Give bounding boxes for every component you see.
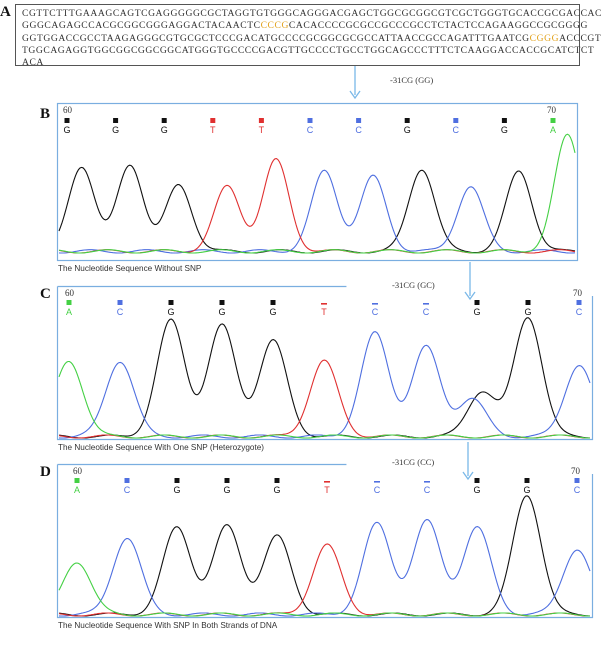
trace-g [59,165,575,253]
base-call-mark [356,118,361,123]
base-call-mark [475,478,480,483]
chromatogram-c [57,286,593,440]
trace-g [59,318,590,438]
base-call-mark [169,300,174,305]
base-call-mark [575,478,580,483]
snp-label-c: -31CG (GC) [392,280,435,290]
base-call-letter: G [500,125,508,135]
trace-c [59,520,590,616]
caption-c: The Nucleotide Sequence With One SNP (Heterozygote) [58,443,265,452]
panel-letter-a: A [0,4,11,20]
base-call-letter: G [524,307,532,317]
base-call-mark [453,118,458,123]
tick-label-start: 60 [73,466,82,476]
tick-label-end: 70 [573,288,582,298]
base-call-mark [424,481,430,483]
base-call-mark [502,118,507,123]
base-call-mark [67,300,72,305]
base-call-letter: C [371,307,379,317]
base-call-letter: A [549,125,557,135]
base-call-letter: C [452,125,460,135]
base-call-mark [210,118,215,123]
arrow-a-to-b [345,66,365,100]
sequence-line-1: CGTTCTTTGAAAGCAGTCGAGGGGGCGCTAGGTGTGGGCAGGGACGAGCTGGCGCGGCGTCGCTGGGTGCACCGCGACCAC [22,8,602,19]
base-call-mark [225,478,230,483]
base-call-letter: G [112,125,120,135]
base-call-letter: G [473,485,481,495]
sequence-line-2a: GGGCAGAGCCACGCGGCGGGAGGACTACAACTC [22,20,261,32]
base-call-mark [175,478,180,483]
base-call-mark [118,300,123,305]
base-call-mark [308,118,313,123]
base-call-letter: C [423,485,431,495]
base-call-letter: G [403,125,411,135]
base-call-letter: T [321,307,327,317]
trace-c [59,332,590,438]
base-call-mark [321,303,327,305]
base-call-letter: T [324,485,330,495]
base-call-mark [65,118,70,123]
base-call-mark [113,118,118,123]
chromatogram-b [57,103,578,261]
base-call-mark [423,303,429,305]
sequence-highlight-1: CCCG [260,20,289,32]
tick-label-start: 60 [65,288,74,298]
base-call-mark [577,300,582,305]
panel-letter-b: B [40,106,51,122]
base-call-mark [405,118,410,123]
base-call-letter: G [523,485,531,495]
trace-g [59,496,590,616]
sequence-box [15,4,602,69]
base-call-letter: T [210,125,216,135]
base-call-letter: C [422,307,430,317]
base-call-mark [271,300,276,305]
tick-label-start: 60 [63,105,72,115]
base-call-mark [125,478,130,483]
base-call-letter: T [258,125,265,135]
base-call-letter: G [269,307,277,317]
base-call-letter: C [373,485,381,495]
base-call-letter: A [73,485,81,495]
base-call-mark [75,478,80,483]
base-call-mark [374,481,380,483]
base-call-mark [259,118,264,123]
base-call-letter: C [575,307,583,317]
base-call-letter: C [573,485,581,495]
sequence-line-4: TGGCAGAGGTGGCGGCGGCGGCATGGGTGCCCCGACGTTGCCCCTGCCTGGCAGCCCTTTCTCAAGGACCACCGCATCTCT [22,44,595,56]
trace-a [59,563,590,616]
panel-letter-d: D [40,464,51,480]
base-call-letter: G [273,485,281,495]
base-call-letter: G [173,485,181,495]
base-call-mark [526,300,531,305]
base-call-mark [525,478,530,483]
base-call-letter: G [223,485,231,495]
base-call-mark [220,300,225,305]
base-call-letter: G [160,125,168,135]
base-call-letter: C [123,485,131,495]
snp-label-d: -31CG (CC) [392,457,435,467]
trace-t [59,360,590,438]
chromatogram-d [57,464,593,618]
sequence-line-2b: CACACCCCGCGCCGCCCGCCTCTACTCCAGAAGGCCGCGGGG [288,20,588,32]
base-call-letter: G [473,307,481,317]
base-call-mark [162,118,167,123]
tick-label-end: 70 [571,466,580,476]
trace-c [59,170,575,253]
snp-label-b: -31CG (GG) [390,75,434,85]
tick-label-end: 70 [547,105,556,115]
sequence-line-5: ACA [22,57,44,69]
base-call-mark [475,300,480,305]
base-call-letter: C [306,125,314,135]
sequence-highlight-2: CGGG [529,32,560,44]
base-call-mark [324,481,330,483]
sequence-line-3a: GGTGGACCGCCTAAGAGGGCGTGCGCTCCCGACATGCCCCGCGGCGCGCCATTAACCGCCAGATTTGAATCG [22,32,530,44]
base-call-mark [372,303,378,305]
base-call-letter: G [167,307,175,317]
trace-a [59,134,575,253]
caption-d: The Nucleotide Sequence With SNP In Both Strands of DNA [58,621,278,630]
base-call-letter: G [218,307,226,317]
panel-letter-c: C [40,286,51,302]
sequence-line-3b: ACCCGT [559,32,602,44]
base-call-mark [551,118,556,123]
base-call-letter: G [63,125,71,135]
base-call-letter: C [355,125,362,135]
base-call-letter: C [116,307,124,317]
base-call-mark [275,478,280,483]
base-call-letter: A [65,307,73,317]
caption-b: The Nucleotide Sequence Without SNP [58,264,202,273]
trace-t [59,159,575,253]
